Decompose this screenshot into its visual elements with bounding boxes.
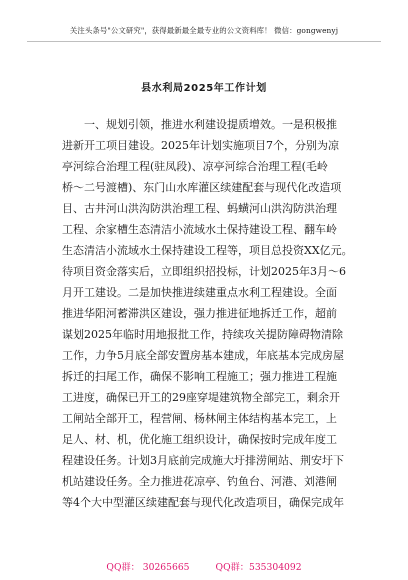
body-line: 桥～二号渡槽)、东门山水库灌区续建配套与现代化改造项 [62, 181, 342, 194]
header-divider [27, 41, 381, 42]
body-line: 拆迁的扫尾工作，确保不影响工程施工；强力推进工程施 [62, 370, 337, 383]
body-line: 足人、材、机，优化施工组织设计，确保按时完成年度工 [62, 433, 337, 446]
body-line: 等4个大中型灌区续建配套与现代化改造项目，确保完成年 [62, 496, 344, 509]
document-title: 县水利局2025年工作计划 [141, 83, 267, 94]
body-line: 月开工建设。二是加快推进续建重点水利工程建设。全面 [62, 286, 337, 299]
footer-qq-group-2: QQ群：535304092 [215, 562, 302, 573]
body-line: 工作，力争5月底全部安置房基本建成，年底基本完成房屋 [62, 349, 344, 362]
body-line: 待项目资金落实后，立即组织招投标，计划2025年3月～6 [62, 265, 346, 278]
footer-qq-group-1: QQ群： 30265665 [106, 562, 190, 573]
body-line: 工程、余家槽生态清洁小流域水土保持建设工程、翻车岭 [62, 223, 337, 236]
body-line: 机站建设任务。全力推进花凉亭、钓鱼台、河港、刘港闸 [62, 475, 337, 488]
body-line: 一、规划引领，推进水利建设提质增效。一是积极推 [84, 118, 337, 131]
body-line: 工进度，确保已开工的29座穿堤建筑物全部完工，剩余开 [62, 391, 340, 404]
body-line: 目、古井河山洪沟防洪治理工程、蚂蟥河山洪沟防洪治理 [62, 202, 337, 215]
body-line: 程建设任务。计划3月底前完成施大圩排涝闸站、荆安圩下 [62, 454, 344, 467]
body-line: 亭河综合治理工程(驻凤段)、凉亭河综合治理工程(毛岭 [62, 160, 328, 173]
body-line: 生态清洁小流域水土保持建设工程等，项目总投资XX亿元。 [62, 244, 353, 257]
header-promo-banner: 关注头条号"公文研究"，获得最新最全最专业的公文资料库！ 微信：gongwenyj [69, 26, 339, 35]
document-body [62, 114, 360, 513]
footer-contact [0, 559, 408, 573]
body-line: 推进华阳河蓄滞洪区建设，强力推进征地拆迁工作，超前 [62, 307, 337, 320]
body-line: 进新开工项目建设。2025年计划实施项目7个，分别为凉 [62, 139, 339, 152]
body-line: 工闸站全部开工，程营闸、杨林闸主体结构基本完工，上 [62, 412, 337, 425]
body-line: 谋划2025年临时用地报批工作，持续攻关提防障碍物清除 [62, 328, 343, 341]
